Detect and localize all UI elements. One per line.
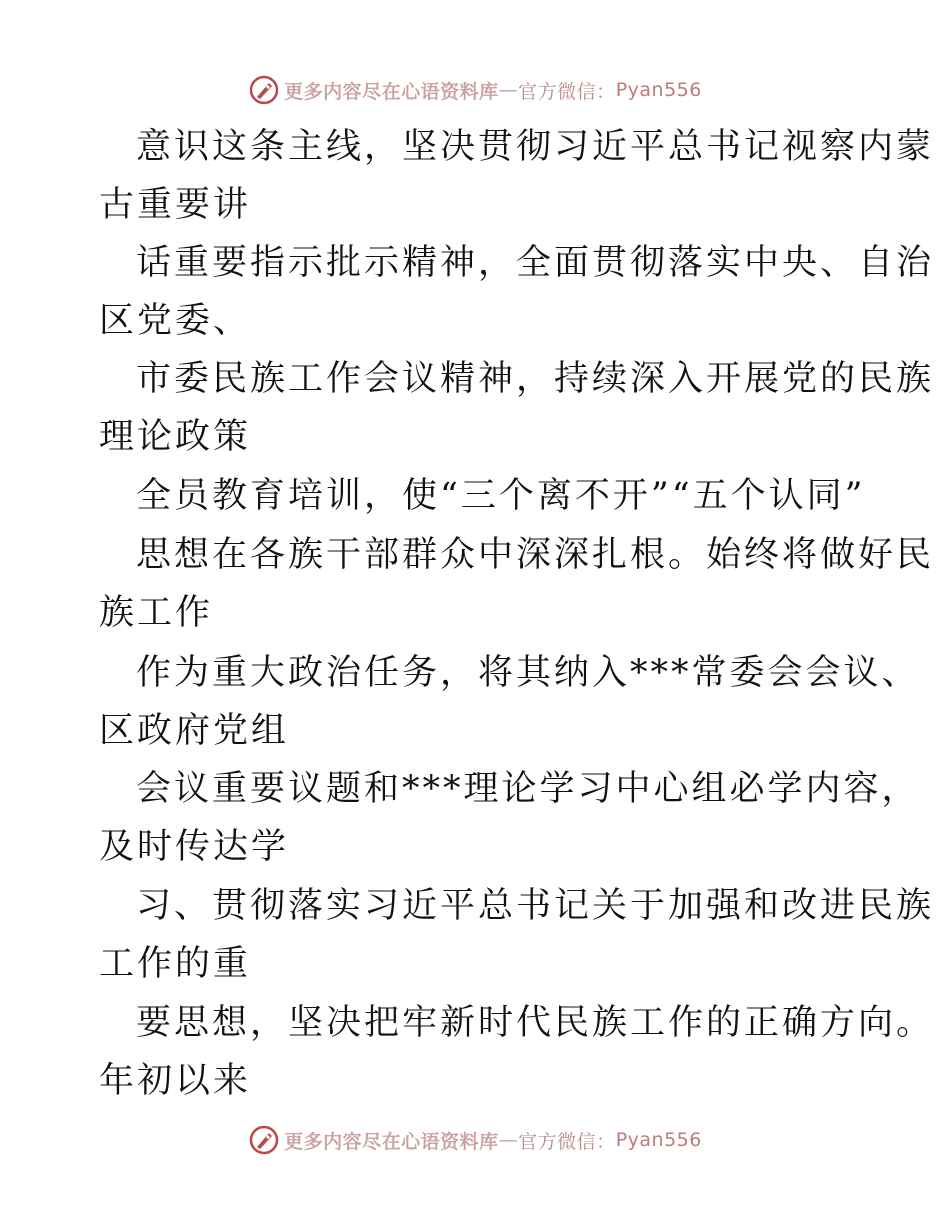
pen-nib-logo-icon: [248, 1124, 280, 1156]
text-line: 要思想，坚决把牢新时代民族工作的正确方向。: [136, 1003, 935, 1043]
text-line: 全员教育培训，使“三个离不开”“五个认同”: [136, 476, 866, 516]
text-line: 习、贯彻落实习近平总书记关于加强和改进民族: [136, 886, 935, 926]
watermark-dash: —: [498, 79, 519, 101]
watermark-brand-text: 更多内容尽在心语资料库: [284, 1130, 499, 1153]
text-line: 思想在各族干部群众中深深扎根。始终将做好民: [136, 535, 935, 575]
watermark-official-label: 官方微信：: [518, 1130, 616, 1153]
pen-nib-logo-icon: [248, 74, 280, 106]
text-line: 作为重大政治任务，将其纳入***常委会会议、: [136, 653, 920, 693]
text-line: 古重要讲: [99, 185, 252, 225]
watermark-wechat-id: Pyan556: [615, 1129, 702, 1151]
watermark-official-label: 官方微信：: [518, 80, 616, 103]
header-watermark: [0, 70, 950, 110]
text-line: 及时传达学: [99, 827, 290, 867]
text-line: 理论政策: [99, 417, 252, 457]
watermark-brand-text: 更多内容尽在心语资料库: [284, 80, 499, 103]
watermark-wechat-id: Pyan556: [615, 79, 702, 101]
text-line: 区党委、: [99, 301, 252, 341]
text-line: 区政府党组: [99, 711, 290, 751]
text-line: 意识这条主线，坚决贯彻习近平总书记视察内蒙: [136, 127, 935, 167]
text-line: 年初以来: [99, 1061, 252, 1101]
watermark-dash: —: [498, 1129, 519, 1151]
text-line: 会议重要议题和***理论学习中心组必学内容，: [136, 769, 920, 809]
text-line: 话重要指示批示精神，全面贯彻落实中央、自治: [136, 243, 935, 283]
text-line: 族工作: [99, 593, 214, 633]
text-line: 市委民族工作会议精神，持续深入开展党的民族: [136, 359, 935, 399]
text-line: 工作的重: [99, 944, 252, 984]
footer-watermark: [0, 1120, 950, 1160]
